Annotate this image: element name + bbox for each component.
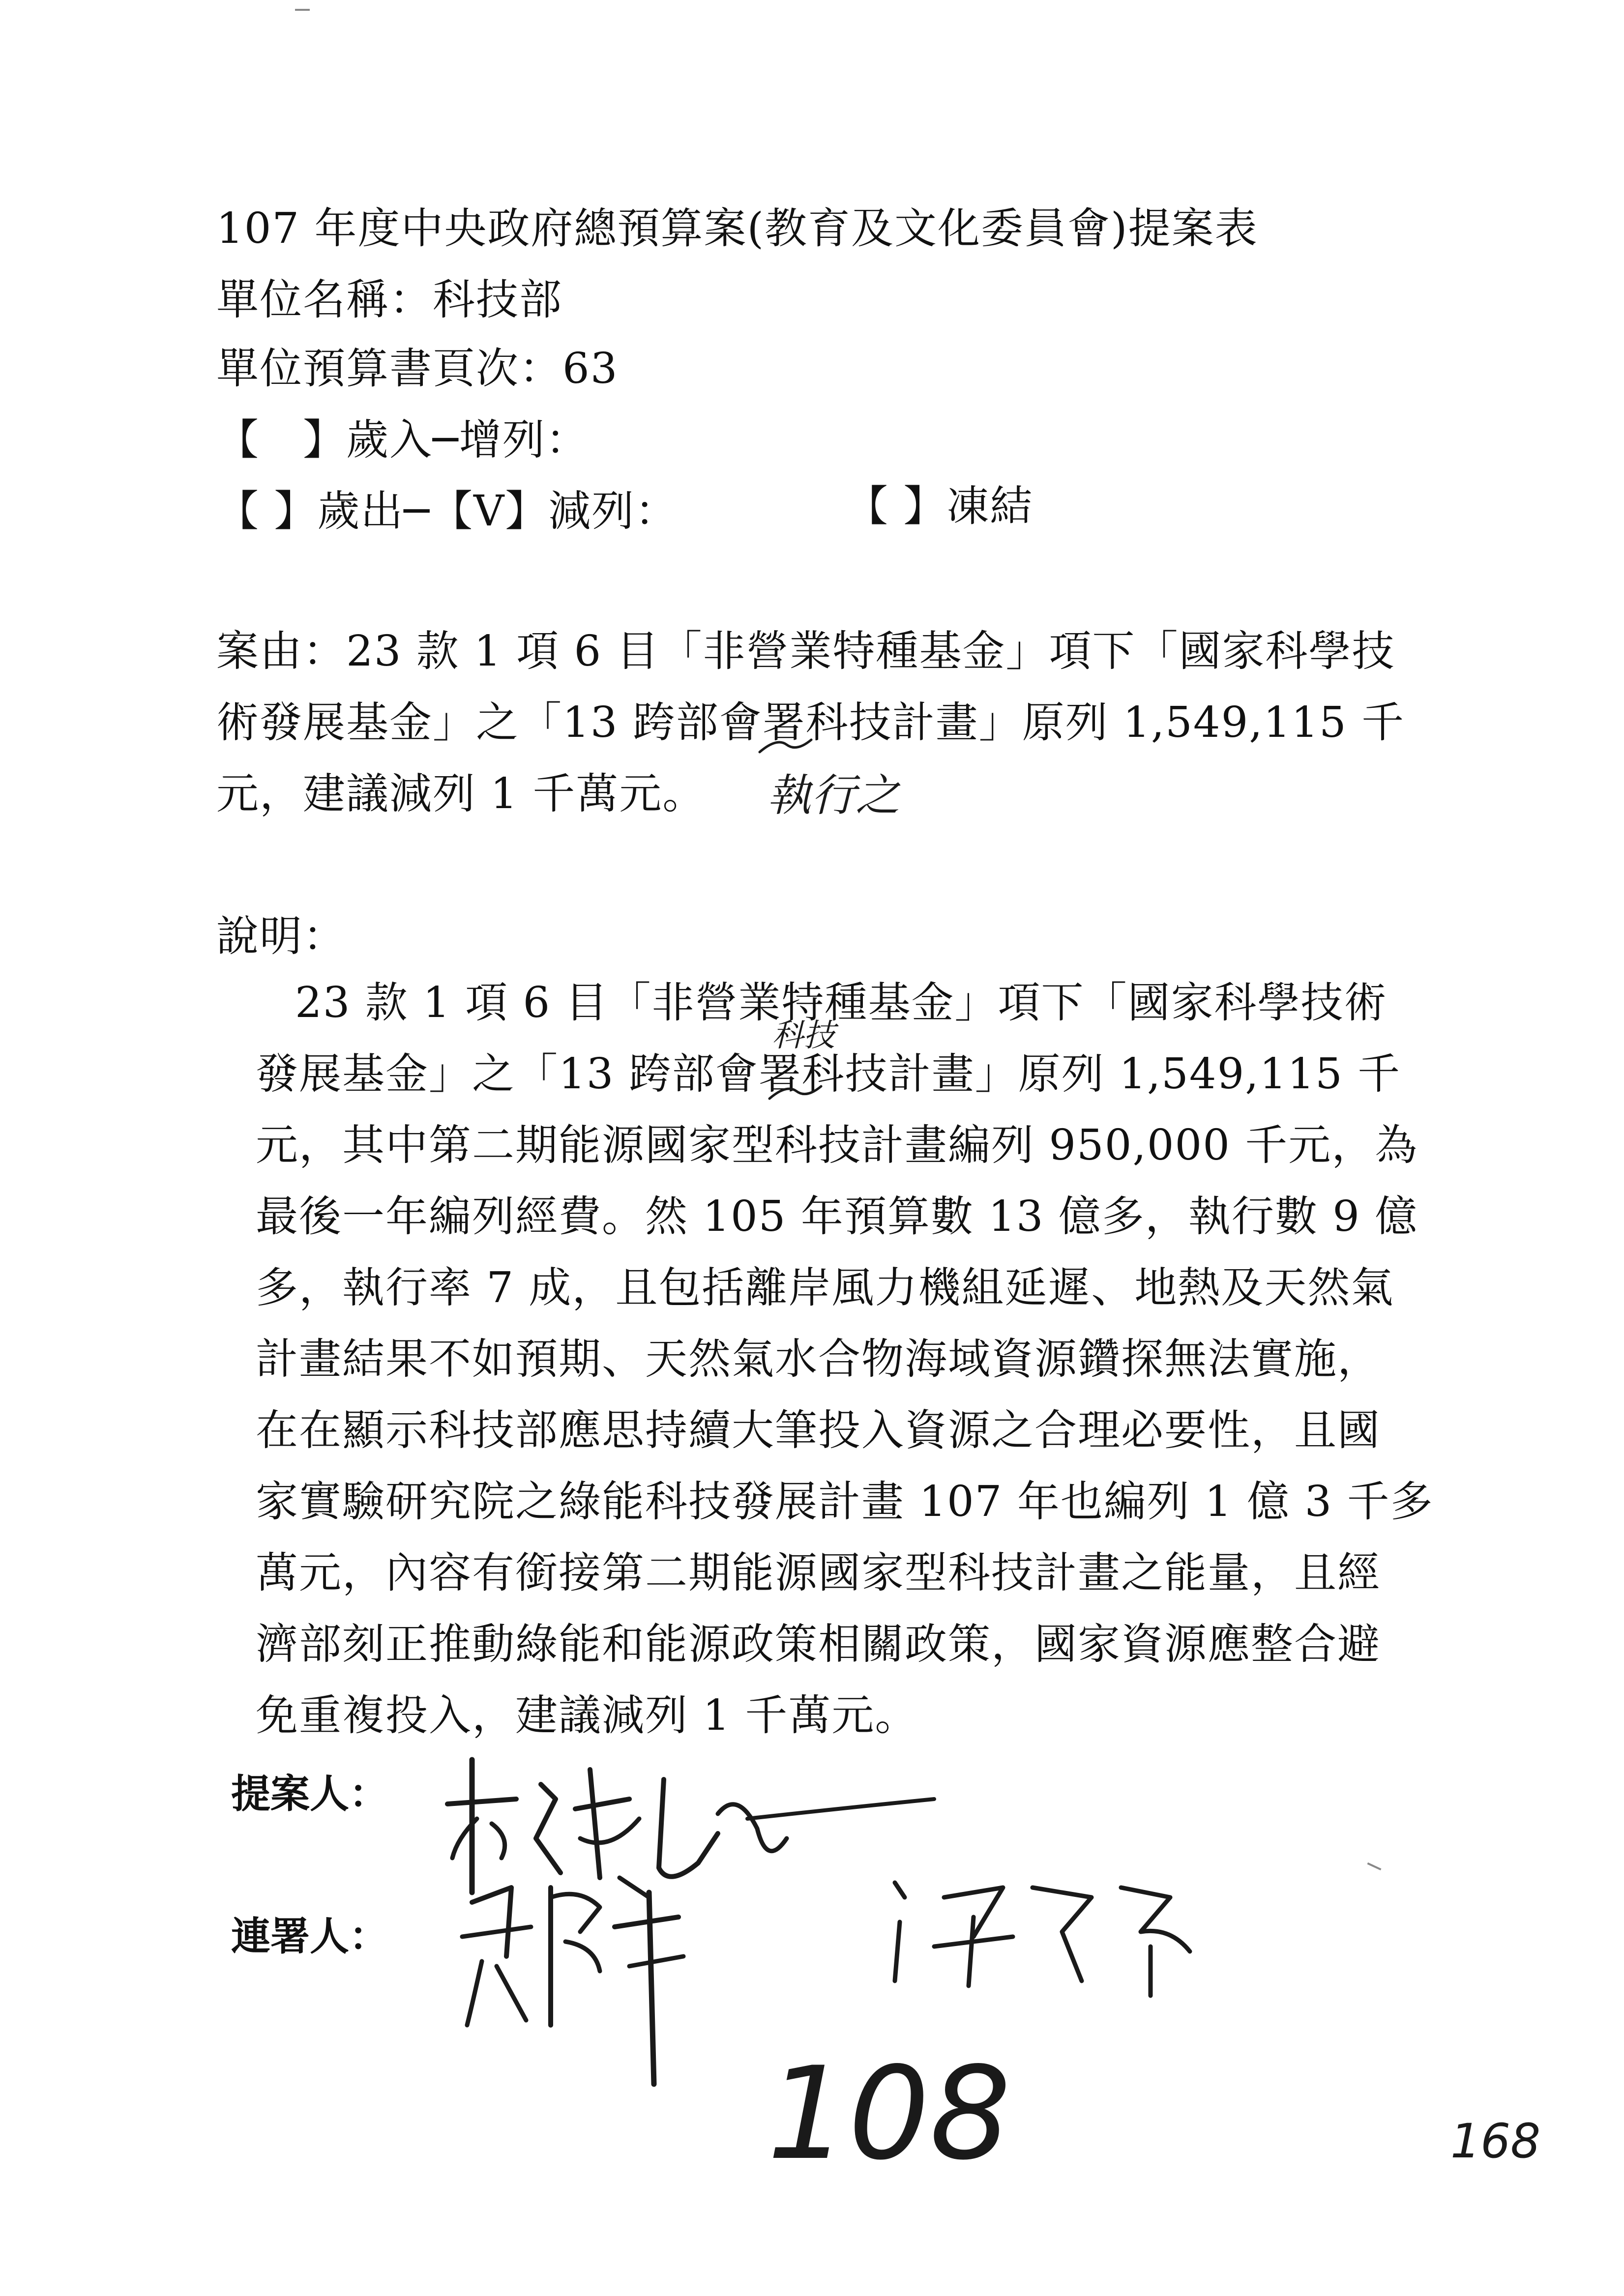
- explanation-line: 在在顯示科技部應思持續大筆投入資源之合理必要性，且國: [256, 1406, 1381, 1455]
- explanation-heading: 說明：: [216, 912, 346, 961]
- explanation-line: 濟部刻正推動綠能和能源政策相關政策，國家資源應整合避: [256, 1620, 1381, 1669]
- handwritten-case-note: 執行之: [767, 770, 900, 821]
- freeze-checkbox-line: 【 】凍結: [846, 482, 1033, 531]
- explanation-line: 免重複投入，建議減列 1 千萬元。: [256, 1691, 918, 1740]
- scan-mark: [1367, 1862, 1382, 1870]
- cosigner-label: 連署人：: [231, 1914, 388, 1959]
- cosigner-signature-2: [875, 1868, 1219, 1996]
- corner-page-number: 168: [1450, 2114, 1541, 2169]
- explanation-line: 計畫結果不如預期、天然氣水合物海域資源鑽探無法實施，: [256, 1335, 1381, 1384]
- case-line-1: 案由：23 款 1 項 6 目「非營業特種基金」項下「國家科學技: [216, 627, 1395, 676]
- case-line-2: 術發展基金」之「13 跨部會署科技計畫」原列 1,549,115 千: [216, 698, 1405, 747]
- explanation-line: 元，其中第二期能源國家型科技計畫編列 950,000 千元，為: [256, 1121, 1418, 1170]
- insertion-caret-mark-2: [767, 1081, 826, 1106]
- budget-page-number: 單位預算書頁次：63: [216, 344, 619, 393]
- expense-decrease-checkbox-line: 【 】歲出─【V】減列：: [216, 487, 679, 536]
- insertion-caret-mark: [757, 732, 816, 762]
- handwritten-explanation-note: 科技: [772, 1017, 835, 1054]
- proposer-label: 提案人：: [231, 1771, 388, 1817]
- explanation-line: 最後一年編列經費。然 105 年預算數 13 億多，執行數 9 億: [256, 1192, 1418, 1241]
- explanation-line: 萬元，內容有銜接第二期能源國家型科技計畫之能量，且經: [256, 1548, 1381, 1598]
- form-title: 107 年度中央政府總預算案(教育及文化委員會)提案表: [216, 204, 1258, 253]
- cosigner-signature-1: [452, 1858, 728, 2094]
- case-line-3: 元，建議減列 1 千萬元。: [216, 769, 706, 818]
- explanation-line: 發展基金」之「13 跨部會署科技計畫」原列 1,549,115 千: [256, 1049, 1401, 1099]
- explanation-line: 多，執行率 7 成，且包括離岸風力機組延遲、地熱及天然氣: [256, 1263, 1394, 1312]
- revenue-increase-checkbox-line: 【 】歲入─增列：: [216, 415, 589, 465]
- handwritten-page-number: 108: [767, 2040, 1011, 2188]
- explanation-line: 家實驗研究院之綠能科技發展計畫 107 年也編列 1 億 3 千多: [256, 1477, 1434, 1526]
- explanation-line: 23 款 1 項 6 目「非營業特種基金」項下「國家科學技術: [295, 978, 1388, 1027]
- scan-mark: [295, 9, 310, 11]
- unit-name: 單位名稱：科技部: [216, 275, 562, 324]
